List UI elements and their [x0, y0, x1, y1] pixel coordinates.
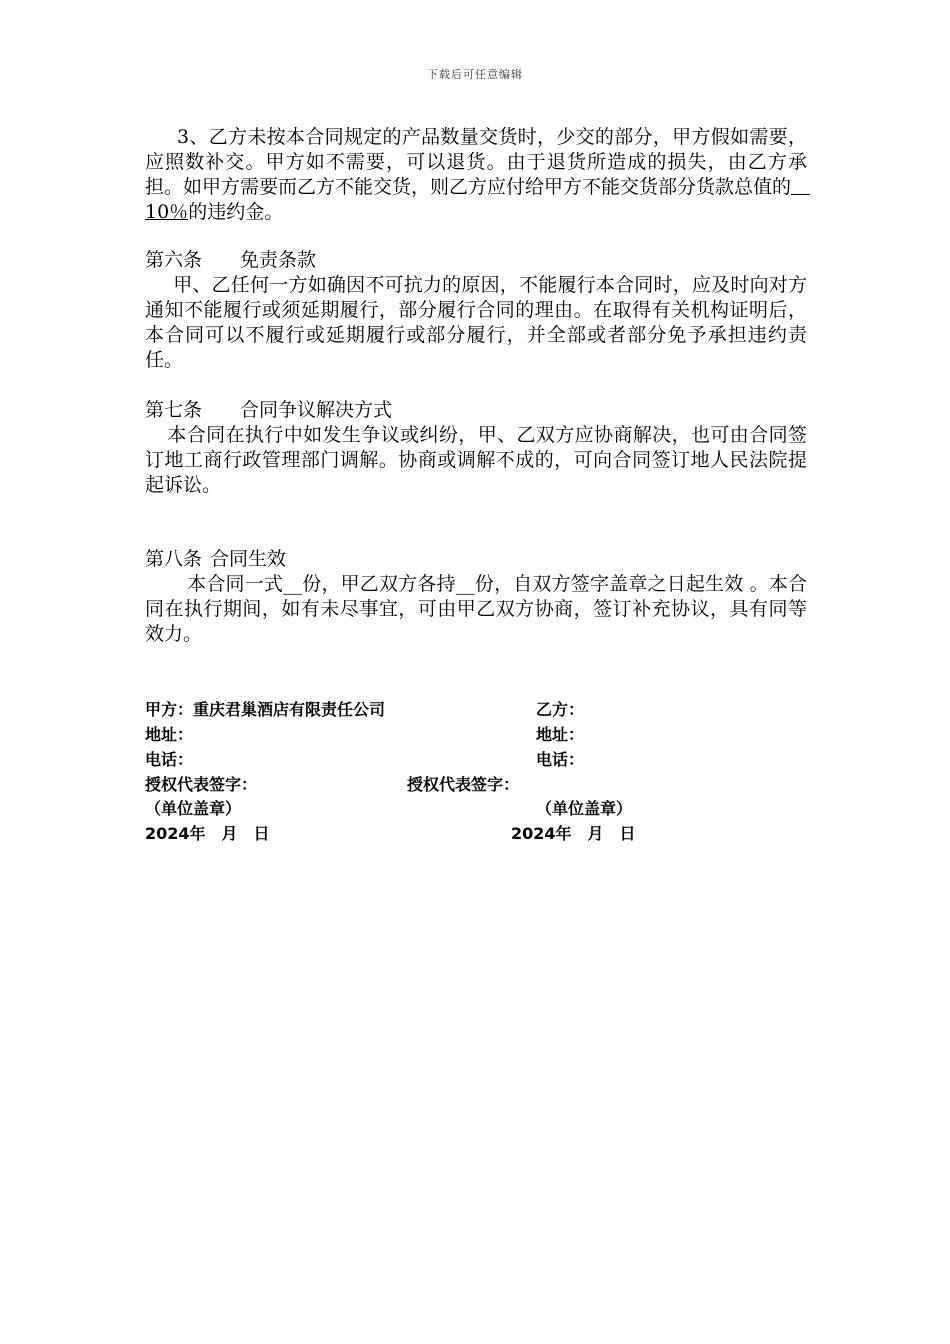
article-8-body: 本合同一式__份，甲乙双方各持__份，自双方签字盖章之日起生效 。本合同在执行期间，如有未尽事宜，可由甲乙双方协商，签订补充协议，具有同等效力。 — [145, 573, 807, 645]
party-b-date: 2024年 月 日 — [511, 824, 636, 843]
party-b-seal: （单位盖章） — [536, 799, 633, 818]
party-a-phone: 电话： — [145, 750, 194, 769]
clause-3-text-end: 的违约金。 — [188, 201, 284, 223]
party-a-date: 2024年 月 日 — [145, 824, 270, 843]
article-8-paragraph — [145, 572, 807, 647]
article-8-heading — [145, 547, 807, 572]
article-7-body: 本合同在执行中如发生争议或纠纷，甲、乙双方应协商解决，也可由合同签订地工商行政管理部门调解。协商或调解不成的，可向合同签订地人民法院提起诉讼。 — [145, 424, 807, 496]
party-b-representative: 授权代表签字： — [407, 775, 520, 794]
party-a-address: 地址： — [145, 725, 194, 744]
clause-3-paragraph — [145, 125, 811, 225]
party-a-seal: （单位盖章） — [145, 799, 242, 818]
party-a-name: 甲方：重庆君巢酒店有限责任公司 — [145, 700, 386, 719]
article-7-paragraph — [145, 423, 807, 498]
article-7-number: 第七条 — [145, 399, 203, 421]
party-b-name: 乙方： — [536, 700, 585, 719]
article-6-title: 免责条款 — [240, 249, 317, 271]
article-8-number: 第八条 — [145, 548, 203, 570]
header-note: 下载后可任意编辑 — [427, 68, 523, 81]
penalty-rate: 10％ — [145, 176, 811, 223]
article-6-number: 第六条 — [145, 249, 203, 271]
party-b-address: 地址： — [536, 725, 585, 744]
article-6-body: 甲、乙任何一方如确因不可抗力的原因，不能履行本合同时，应及时向对方通知不能履行或须延期履行，部分履行合同的理由。在取得有关机构证明后，本合同可以不履行或延期履行或部分履行，并全部或者部分免予承担违约责任。 — [145, 274, 807, 371]
party-b-phone: 电话： — [536, 750, 585, 769]
article-7-heading — [145, 398, 807, 423]
clause-3-text: 3、乙方未按本合同规定的产品数量交货时，少交的部分，甲方假如需要，应照数补交。甲方如不需要，可以退货。由于退货所造成的损失，由乙方承担。如甲方需要而乙方不能交货，则乙方应付给甲方不能交货部分货款总值的 — [145, 126, 807, 198]
party-a-representative: 授权代表签字： — [145, 775, 258, 794]
article-6-paragraph — [145, 273, 807, 373]
article-6-heading — [145, 248, 807, 273]
article-8-title: 合同生效 — [210, 548, 287, 570]
article-7-title: 合同争议解决方式 — [240, 399, 393, 421]
